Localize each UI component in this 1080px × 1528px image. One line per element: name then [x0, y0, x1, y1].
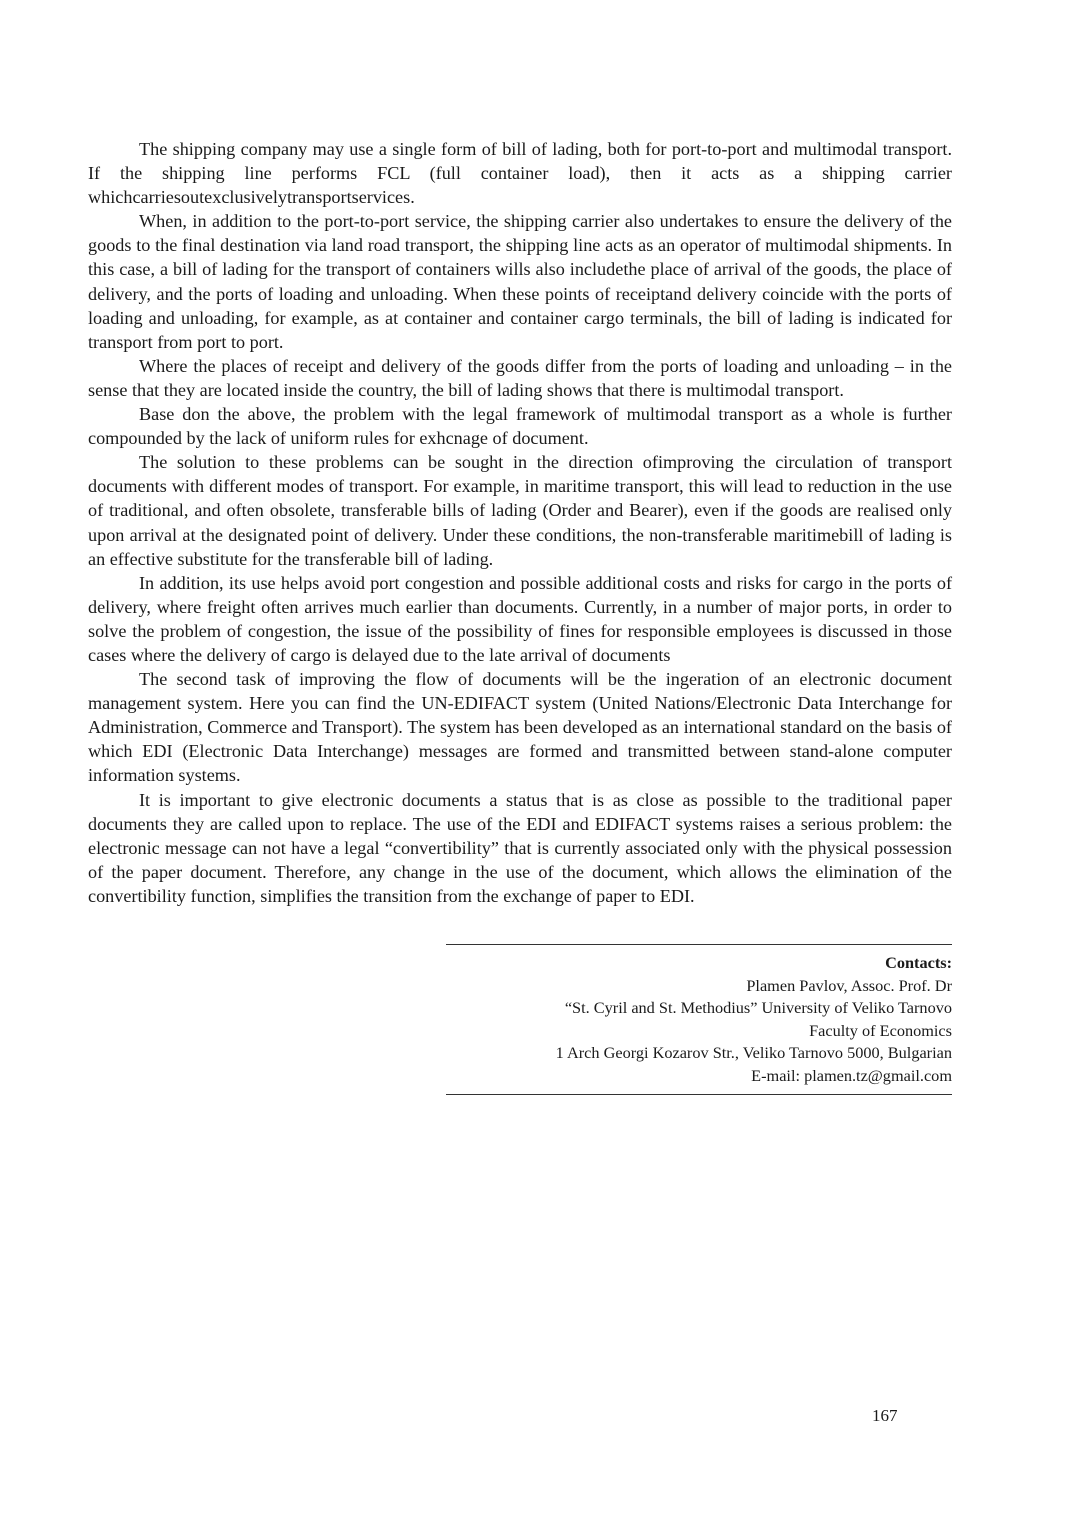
paragraph-7: The second task of improving the flow of documents will be the ingeration of an electronic document management system. Here you can find the UN-EDIFACT system (United Nations/Electronic Data Interchange for Administration, Commerce and Transport). The system has been developed as an international standard on the basis of which EDI (Electronic Data Interchange) messages are formed and transmitted between stand-alone computer information systems.: [88, 669, 952, 786]
contact-email: E-mail: plamen.tz@gmail.com: [751, 1065, 952, 1085]
page-number: 167: [872, 1406, 898, 1425]
paragraph-2: When, in addition to the port-to-port service, the shipping carrier also undertakes to ensure the delivery of the goods to the final destination via land road transport, the shipping line acts as an operator of multimodal shipments. In this case, a bill of lading for the transport of containers wills also includethe place of arrival of the goods, the place of delivery, and the ports of loading and unloading. When these points of receiptand delivery coincide with the ports of loading and unloading, for example, as at container and container cargo terminals, the bill of lading is indicated for transport from port to port.: [88, 211, 952, 352]
contacts-title: Contacts:: [885, 953, 952, 972]
contact-faculty: Faculty of Economics: [809, 1020, 952, 1040]
article-body: [88, 137, 952, 908]
contact-university: “St. Cyril and St. Methodius” University of Veliko Tarnovo: [564, 998, 952, 1018]
paragraph-3: Where the places of receipt and delivery of the goods differ from the ports of loading and unloading – in the sense that they are located inside the country, the bill of lading shows that there is multimodal transport.: [88, 355, 952, 400]
contact-name: Plamen Pavlov, Assoc. Prof. Dr: [746, 975, 952, 995]
contact-address: 1 Arch Georgi Kozarov Str., Veliko Tarnovo 5000, Bulgarian: [555, 1043, 952, 1063]
paragraph-1: The shipping company may use a single form of bill of lading, both for port-to-port and multimodal transport. If the shipping line performs FCL (full container load), then it acts as a shipping carrier whichcarriesoutexclusivelytransportservices.: [88, 139, 952, 208]
paragraph-8: It is important to give electronic documents a status that is as close as possible to the traditional paper documents they are called upon to replace. The use of the EDI and EDIFACT systems raises a serious problem: the electronic message can not have a legal “convertibility” that is currently associated only with the physical possession of the paper document. Therefore, any change in the use of the document, which allows the elimination of the convertibility function, simplifies the transition from the exchange of paper to EDI.: [88, 789, 952, 906]
paragraph-4: Base don the above, the problem with the legal framework of multimodal transport as a whole is further compounded by the lack of uniform rules for exhcnage of document.: [88, 404, 952, 449]
paragraph-6: In addition, its use helps avoid port congestion and possible additional costs and risks for cargo in the ports of delivery, where freight often arrives much earlier than documents. Currently, in a number of major ports, in order to solve the problem of congestion, the issue of the possibility of fines for responsible employees is discussed in those cases where the delivery of cargo is delayed due to the late arrival of documents: [88, 572, 952, 665]
contacts-block: [446, 944, 952, 1095]
paragraph-5: The solution to these problems can be sought in the direction ofimproving the circulation of transport documents with different modes of transport. For example, in maritime transport, this will lead to reduction in the use of traditional, and often obsolete, transferable bills of lading (Order and Bearer), even if the goods are realised only upon arrival at the designated point of delivery. Under these conditions, the non-transferable maritimebill of lading is an effective substitute for the transferable bill of lading.: [88, 452, 952, 569]
